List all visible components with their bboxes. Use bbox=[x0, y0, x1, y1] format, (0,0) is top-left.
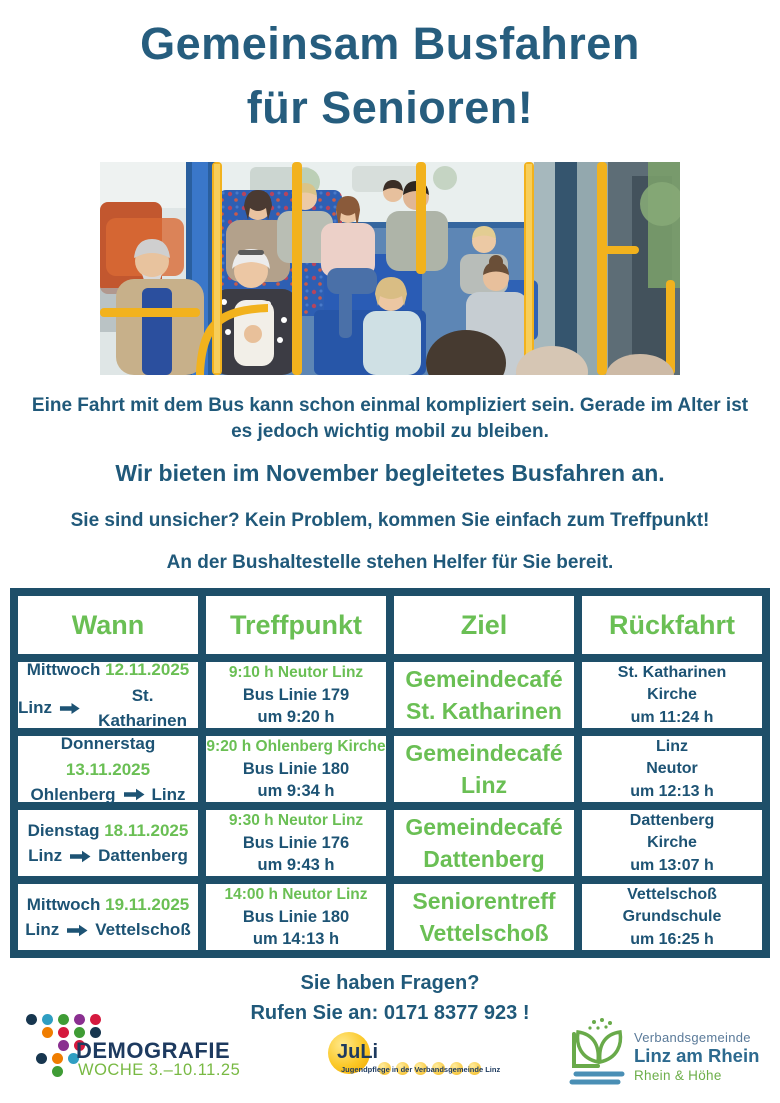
intro-paragraph-3: An der Bushaltestelle stehen Helfer für Sie bereit. bbox=[166, 551, 614, 573]
vg-line3: Rhein & Höhe bbox=[634, 1068, 722, 1083]
route-from: Linz bbox=[25, 920, 60, 940]
trip-day: Mittwoch bbox=[26, 894, 101, 914]
table-row bbox=[206, 736, 386, 802]
table-row bbox=[394, 810, 574, 876]
header-cell-treffpunkt: Treffpunkt bbox=[206, 596, 386, 654]
page-title bbox=[0, 0, 780, 140]
table-row bbox=[582, 884, 762, 950]
table-row bbox=[394, 662, 574, 728]
demografie-subtitle: WOCHE 3.–10.11.25 bbox=[78, 1061, 241, 1079]
table-row bbox=[582, 736, 762, 802]
table-row bbox=[18, 810, 198, 876]
table-row bbox=[18, 884, 198, 950]
destination-line: Gemeindecafé bbox=[405, 813, 563, 840]
demografie-woche-logo bbox=[26, 1014, 256, 1098]
bus-line: Bus Linie 180 bbox=[242, 759, 350, 778]
return-line: Kirche bbox=[647, 834, 697, 852]
demografie-title: DEMOGRAFIE bbox=[76, 1038, 231, 1063]
return-line: um 11:24 h bbox=[630, 708, 714, 726]
trip-day: Donnerstag bbox=[60, 734, 156, 754]
trip-date: 18.11.2025 bbox=[104, 820, 189, 840]
route-arrow-icon bbox=[66, 924, 88, 937]
table-row bbox=[582, 810, 762, 876]
route-to: Vettelschoß bbox=[95, 920, 191, 940]
return-line: Vettelschoß bbox=[627, 886, 717, 904]
meeting-point: 9:20 h Ohlenberg Kirche bbox=[206, 737, 386, 755]
table-row bbox=[18, 734, 198, 805]
meeting-point: 9:10 h Neutor Linz bbox=[228, 663, 364, 681]
table-row bbox=[206, 884, 386, 950]
table-row bbox=[394, 884, 574, 950]
return-line: um 12:13 h bbox=[630, 782, 714, 800]
trip-date: 13.11.2025 bbox=[65, 759, 151, 779]
header-cell-rueckfahrt: Rückfahrt bbox=[582, 596, 762, 654]
contact-question: Sie haben Fragen? bbox=[300, 972, 480, 995]
table-row bbox=[394, 736, 574, 802]
meeting-point: 9:30 h Neutor Linz bbox=[228, 811, 364, 829]
vg-line2: Linz am Rhein bbox=[634, 1045, 760, 1066]
return-line: um 16:25 h bbox=[630, 930, 714, 948]
trip-date: 19.11.2025 bbox=[105, 894, 190, 914]
destination-line: Seniorentreff bbox=[412, 887, 556, 914]
trip-date: 12.11.2025 bbox=[105, 660, 190, 680]
route-to: Dattenberg bbox=[98, 846, 188, 866]
vg-line1: Verbandsgemeinde bbox=[634, 1030, 751, 1045]
destination-line: Vettelschoß bbox=[419, 920, 549, 947]
return-line: Dattenberg bbox=[629, 812, 715, 830]
intro-highlight: Wir bieten im November begleitetes Busfahren an. bbox=[115, 460, 665, 487]
destination-line: St. Katharinen bbox=[406, 698, 562, 725]
schedule-table bbox=[10, 588, 770, 958]
intro-paragraph-1: Eine Fahrt mit dem Bus kann schon einmal kompliziert sein. Gerade im Alter ist es jedoch wichtig mobil zu bleiben. bbox=[31, 394, 749, 442]
bus-interior-photo bbox=[100, 162, 680, 375]
destination-line: Gemeindecafé bbox=[405, 739, 563, 766]
route-arrow-icon bbox=[69, 850, 91, 863]
trip-day: Mittwoch bbox=[26, 660, 101, 680]
table-row bbox=[582, 662, 762, 728]
meeting-point: 14:00 h Neutor Linz bbox=[224, 885, 368, 903]
route-from: Linz bbox=[28, 846, 63, 866]
verbandsgemeinde-logo bbox=[568, 1016, 768, 1096]
return-line: Grundschule bbox=[622, 908, 722, 926]
page-title-line1: Gemeinsam Busfahren bbox=[140, 18, 640, 69]
route-arrow-icon bbox=[123, 788, 145, 801]
route-from: Linz bbox=[18, 698, 52, 718]
departure-time: um 9:20 h bbox=[257, 707, 335, 726]
route-arrow-icon bbox=[59, 702, 80, 715]
header-cell-wann: Wann bbox=[18, 596, 198, 654]
return-line: um 13:07 h bbox=[630, 856, 714, 874]
vg-leaf-icon bbox=[568, 1016, 630, 1090]
header-cell-ziel: Ziel bbox=[394, 596, 574, 654]
route-from: Ohlenberg bbox=[30, 785, 116, 805]
bus-line: Bus Linie 180 bbox=[242, 907, 350, 926]
table-row bbox=[18, 660, 198, 731]
table-row bbox=[206, 810, 386, 876]
route-to: St. Katharinen bbox=[98, 685, 187, 731]
intro-paragraph-2: Sie sind unsicher? Kein Problem, kommen Sie einfach zum Treffpunkt! bbox=[70, 510, 710, 532]
table-row bbox=[206, 662, 386, 728]
juli-name: JuLi bbox=[337, 1041, 379, 1063]
departure-time: um 9:43 h bbox=[257, 855, 335, 874]
return-line: St. Katharinen bbox=[617, 664, 727, 682]
page-title-line2: für Senioren! bbox=[246, 81, 534, 133]
juli-logo bbox=[328, 1032, 501, 1090]
destination-line: Gemeindecafé bbox=[405, 665, 563, 692]
return-line: Linz bbox=[656, 738, 688, 756]
departure-time: um 14:13 h bbox=[252, 929, 340, 948]
route-to: Linz bbox=[151, 785, 186, 805]
trip-day: Dienstag bbox=[27, 820, 100, 840]
destination-line: Dattenberg bbox=[423, 846, 545, 873]
bus-line: Bus Linie 179 bbox=[242, 685, 350, 704]
destination-line: Linz bbox=[461, 772, 507, 799]
contact-phone: Rufen Sie an: 0171 8377 923 ! bbox=[250, 1002, 530, 1025]
return-line: Kirche bbox=[647, 686, 697, 704]
juli-tagline: Jugendpflege in der Verbandsgemeinde Linz bbox=[341, 1065, 501, 1074]
bus-line: Bus Linie 176 bbox=[242, 833, 350, 852]
return-line: Neutor bbox=[646, 760, 698, 778]
departure-time: um 9:34 h bbox=[257, 781, 335, 800]
